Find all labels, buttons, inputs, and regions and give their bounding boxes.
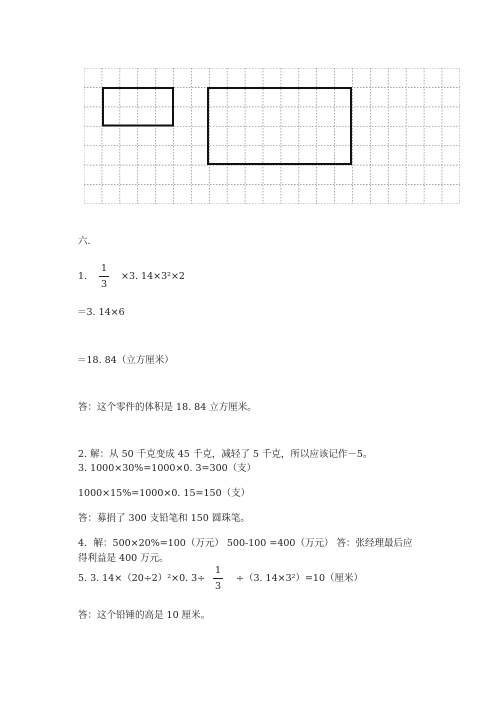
answer-5-fraction-numerator: 1 xyxy=(214,565,222,576)
answer-1-fraction-denominator: 3 xyxy=(100,279,108,290)
answer-1-step-3: ＝18. 84（立方厘米） xyxy=(77,355,174,366)
answer-1-fraction-numerator: 1 xyxy=(100,263,108,274)
answer-5-fraction-bar xyxy=(213,578,223,579)
answer-1-expression: ×3. 14×3²×2 xyxy=(121,271,185,282)
answer-3-line-2: 1000×15%=1000×0. 15=150（支） xyxy=(78,488,251,499)
answer-5-conclusion: 答：这个铅锤的高是 10 厘米。 xyxy=(78,610,211,621)
answer-1-label: 1. xyxy=(78,271,88,282)
answer-3-line-1: 3. 1000×30%=1000×0. 3=300（支） xyxy=(78,463,257,474)
answer-4-line-2: 得利益是 400 万元。 xyxy=(78,553,169,564)
section-heading: 六. xyxy=(78,236,91,247)
answer-3-conclusion: 答：募捐了 300 支铅笔和 150 圆珠笔。 xyxy=(78,513,250,524)
answer-1-fraction-bar xyxy=(99,276,109,277)
answer-1-step-2: ＝3. 14×6 xyxy=(77,307,125,318)
grid-paper xyxy=(84,68,460,204)
answer-4-line-1: 4．解：500×20%=100（万元） 500-100 =400（万元） 答：张经理最后应 xyxy=(78,538,413,549)
answer-5-prefix: 5. 3. 14×（20÷2）²×0. 3÷ xyxy=(78,573,206,584)
grid-figure xyxy=(84,68,460,204)
answer-2-text: 2. 解：从 50 千克变成 45 千克，减轻了 5 千克，所以应该记作－5。 xyxy=(78,449,373,460)
answer-5-suffix: ÷（3. 14×3²）=10（厘米） xyxy=(236,573,363,584)
answer-1-conclusion: 答：这个零件的体积是 18. 84 立方厘米。 xyxy=(78,402,257,413)
answer-5-fraction-denominator: 3 xyxy=(214,581,222,592)
